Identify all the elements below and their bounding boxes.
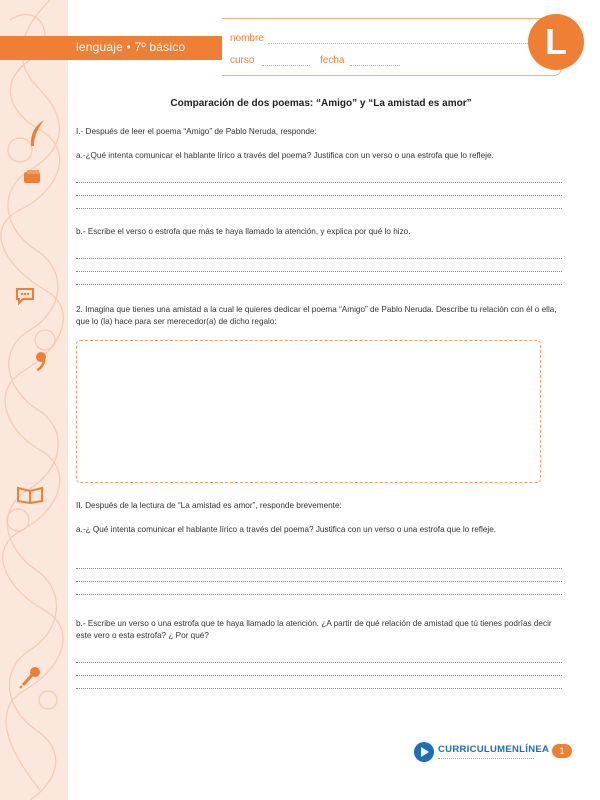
student-info-card [222, 18, 562, 76]
comma-icon [34, 350, 48, 372]
curso-field[interactable] [262, 65, 310, 66]
answer-lines-2a[interactable] [76, 556, 562, 595]
book-icon [22, 168, 44, 186]
brand-underline [438, 756, 534, 759]
page-title: Comparación de dos poemas: “Amigo” y “La amistad es amor” [170, 98, 472, 109]
answer-lines-1a[interactable] [76, 170, 562, 209]
play-logo-icon [414, 742, 434, 762]
page-number: 1 [552, 744, 572, 758]
speech-bubble-icon [14, 286, 36, 306]
answer-box-2[interactable] [76, 340, 541, 483]
decorative-sidebar [0, 0, 68, 800]
section1-question-a: a.-¿Qué intenta comunicar el hablante lírico a través del poema? Justifica con un verso o una estrofa que lo refleje. [76, 151, 494, 160]
section3-question-a: a.-¿ Qué intenta comunicar el hablante lírico a través del poema? Justifica con un verso o una estrofa que lo refleje. [76, 525, 497, 534]
microphone-icon [18, 664, 44, 690]
answer-lines-1b[interactable] [76, 246, 562, 285]
nombre-field[interactable] [268, 43, 538, 44]
fecha-label: fecha [320, 55, 345, 66]
curriculum-logo [414, 742, 550, 764]
answer-lines-2b[interactable] [76, 650, 562, 689]
open-book-icon [16, 484, 44, 504]
subject-badge: L [528, 14, 584, 70]
section1-heading: I.- Después de leer el poema “Amigo” de Pablo Neruda, responde: [76, 127, 317, 136]
curso-label: curso [230, 55, 255, 66]
section1-question-b: b.- Escribe el verso o estrofa que más te haya llamado la atención, y explica por qué lo hizo. [76, 227, 411, 236]
section2-question: 2. Imagina que tienes una amistad a la cual le quieres dedicar el poema “Amigo” de Pablo Neruda. Describe tu relación con él o ella, que lo (la) hace para ser merecedor(a) de dicho regalo: [76, 305, 557, 326]
subject-label: lenguaje • 7º básico [76, 40, 186, 54]
subject-banner [0, 36, 222, 60]
section3-heading: II. Después de la lectura de “La amistad es amor”, responde brevemente: [76, 501, 342, 510]
brand-name: CURRICULUMENLÍNEA [438, 744, 550, 755]
nombre-label: nombre [230, 33, 264, 44]
section3-question-b: b.- Escribe un verso o una estrofa que te haya llamado la atención. ¿A partir de qué relación de amistad que tú tienes podrías decir este vero o esta estrofa? ¿ Por qué? [76, 619, 552, 640]
fecha-field[interactable] [350, 65, 400, 66]
quill-icon [26, 118, 48, 150]
